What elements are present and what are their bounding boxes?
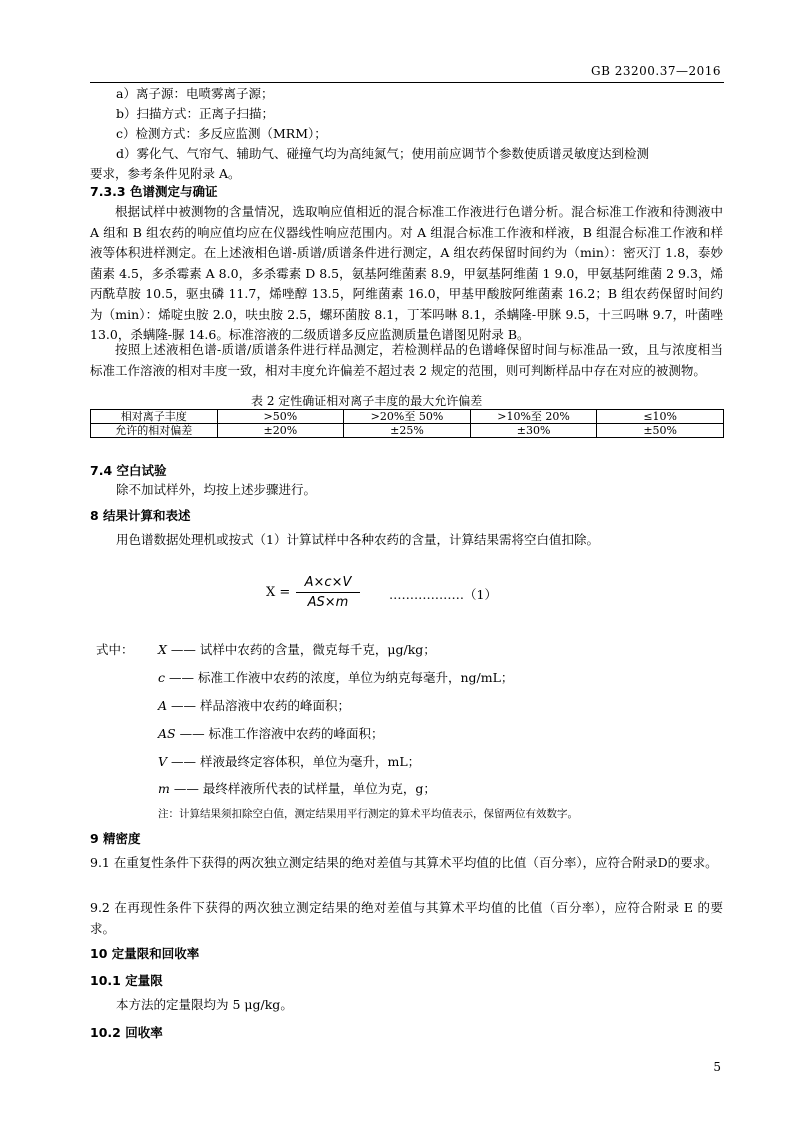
table-cell: ±30% [470, 424, 597, 438]
definition-text: —— 标准工作溶液中农药的峰面积； [179, 726, 384, 741]
heading-10-1: 10.1 定量限 [90, 973, 163, 988]
table-caption: 表 2 定性确证相对离子丰度的最大允许偏差 [251, 394, 483, 408]
definition-text: —— 试样中农药的含量，微克每千克，μg/kg； [170, 642, 436, 657]
formula-numerator: A×c×V [304, 575, 352, 590]
definition-item [158, 640, 436, 658]
heading-9: 9 精密度 [90, 831, 141, 846]
paragraph-9-1: 9.1 在重复性条件下获得的两次独立测定结果的绝对差值与其算术平均值的比值（百分率），应符合附录D的要求。 [90, 855, 718, 870]
condition-d-cont: 要求，参考条件见附录 A。 [90, 166, 241, 181]
table-row [91, 424, 724, 438]
table-cell: ±25% [344, 424, 471, 438]
table-cell: 相对离子丰度 [91, 410, 218, 424]
ion-abundance-table [90, 409, 724, 438]
paragraph-9-2: 9.2 在再现性条件下获得的两次独立测定结果的绝对差值与其算术平均值的比值（百分率），应符合附录 E 的要求。 [90, 900, 723, 936]
table-cell: 允许的相对偏差 [91, 424, 218, 438]
definition-text: —— 最终样液所代表的试样量，单位为克，g； [173, 781, 436, 796]
blank-test-text: 除不加试样外，均按上述步骤进行。 [116, 482, 317, 497]
where-label: 式中： [96, 642, 134, 657]
fraction-bar [296, 592, 360, 593]
condition-c: c）检测方式：多反应监测（MRM）； [116, 126, 327, 141]
calculation-note: 注：计算结果须扣除空白值，测定结果用平行测定的算术平均值表示，保留两位有效数字。 [158, 808, 578, 820]
table-cell: ±50% [597, 424, 724, 438]
paragraph-chromatography: 根据试样中被测物的含量情况，选取响应值相近的混合标准工作液进行色谱分析。混合标准工作液和待测液中 A 组和 B 组农药的响应值均应在仪器线性响应范围内。对 A 组混合标准工作液和样液，B 组混合标准工作液和样液等体积进样测定。在上述液相色谱-质谱/质谱条件进行测定，A 组农药保留时间约为（min）：密灭汀 1.8，泰妙菌素 4.5，多杀霉素 A 8.0，多杀霉素 D 8.5，氨基阿维菌素 8.9，甲氨基阿维菌 1 9.0，甲氨基阿维菌 2 9.3，烯丙酰草胺 10.5，驱虫磷 11.7，烯唑醇 13.5，阿维菌素 16.0，甲基甲酸胺阿维菌素 16.2；B 组农药保留时间约为（min）：烯啶虫胺 2.0，呋虫胺 2.5，螺环菌胺 8.1，丁苯吗啉 8.1，杀螨隆-甲脒 9.5，十三吗啉 9.7，叶菌唑 13.0，杀螨隆-脲 14.6。标准溶液的二级质谱多反应监测质量色谱图见附录 B。 [90, 204, 723, 342]
heading-10-2: 10.2 回收率 [90, 1025, 163, 1040]
definition-symbol: A [158, 698, 168, 713]
condition-b: b）扫描方式：正离子扫描； [116, 106, 275, 121]
definition-symbol: V [158, 754, 168, 769]
page-number: 5 [713, 1060, 721, 1074]
definition-symbol: AS [158, 726, 176, 741]
heading-8: 8 结果计算和表述 [90, 508, 191, 523]
heading-10: 10 定量限和回收率 [90, 946, 200, 961]
condition-d: d）雾化气、气帘气、辅助气、碰撞气均为高纯氮气；使用前应调节个参数使质谱灵敏度达到检测 [116, 146, 650, 161]
equation-label: ………………（1） [389, 587, 497, 602]
formula-fraction [296, 574, 360, 611]
table-cell: ≤10% [597, 410, 724, 424]
definition-symbol: c [158, 670, 166, 685]
table-row [91, 410, 724, 424]
formula-lhs: X = [266, 585, 291, 600]
definition-item [158, 779, 436, 797]
heading-7-3-3: 7.3.3 色谱测定与确证 [90, 184, 218, 199]
standard-number: GB 23200.37—2016 [590, 64, 721, 78]
definition-item [158, 752, 420, 770]
definition-symbol: X [158, 642, 167, 657]
definition-item [158, 668, 513, 686]
definition-text: —— 样液最终定容体积，单位为毫升，mL； [171, 754, 421, 769]
formula-denominator: AS×m [307, 595, 349, 610]
quantitation-limit-text: 本方法的定量限均为 5 μg/kg。 [116, 997, 293, 1012]
definition-text: —— 样品溶液中农药的峰面积； [171, 698, 350, 713]
header-rule [90, 82, 724, 83]
table-cell: >20%至 50% [344, 410, 471, 424]
table-cell: >50% [217, 410, 344, 424]
calculation-text: 用色谱数据处理机或按式（1）计算试样中各种农药的含量，计算结果需将空白值扣除。 [116, 532, 599, 547]
table-cell: ±20% [217, 424, 344, 438]
definition-symbol: m [158, 781, 170, 796]
definition-text: —— 标准工作液中农药的浓度，单位为纳克每毫升，ng/mL； [169, 670, 514, 685]
definition-item [158, 696, 350, 714]
definition-item [158, 724, 384, 742]
heading-7-4: 7.4 空白试验 [90, 463, 167, 478]
table-cell: >10%至 20% [470, 410, 597, 424]
condition-a: a）离子源：电喷雾离子源； [116, 86, 274, 101]
paragraph-confirmation: 按照上述液相色谱-质谱/质谱条件进行样品测定，若检测样品的色谱峰保留时间与标准品一致，且与浓度相当标准工作溶液的相对丰度一致，相对丰度允许偏差不超过表 2 规定的范围，则可判断样品中存在对应的被测物。 [90, 342, 723, 378]
